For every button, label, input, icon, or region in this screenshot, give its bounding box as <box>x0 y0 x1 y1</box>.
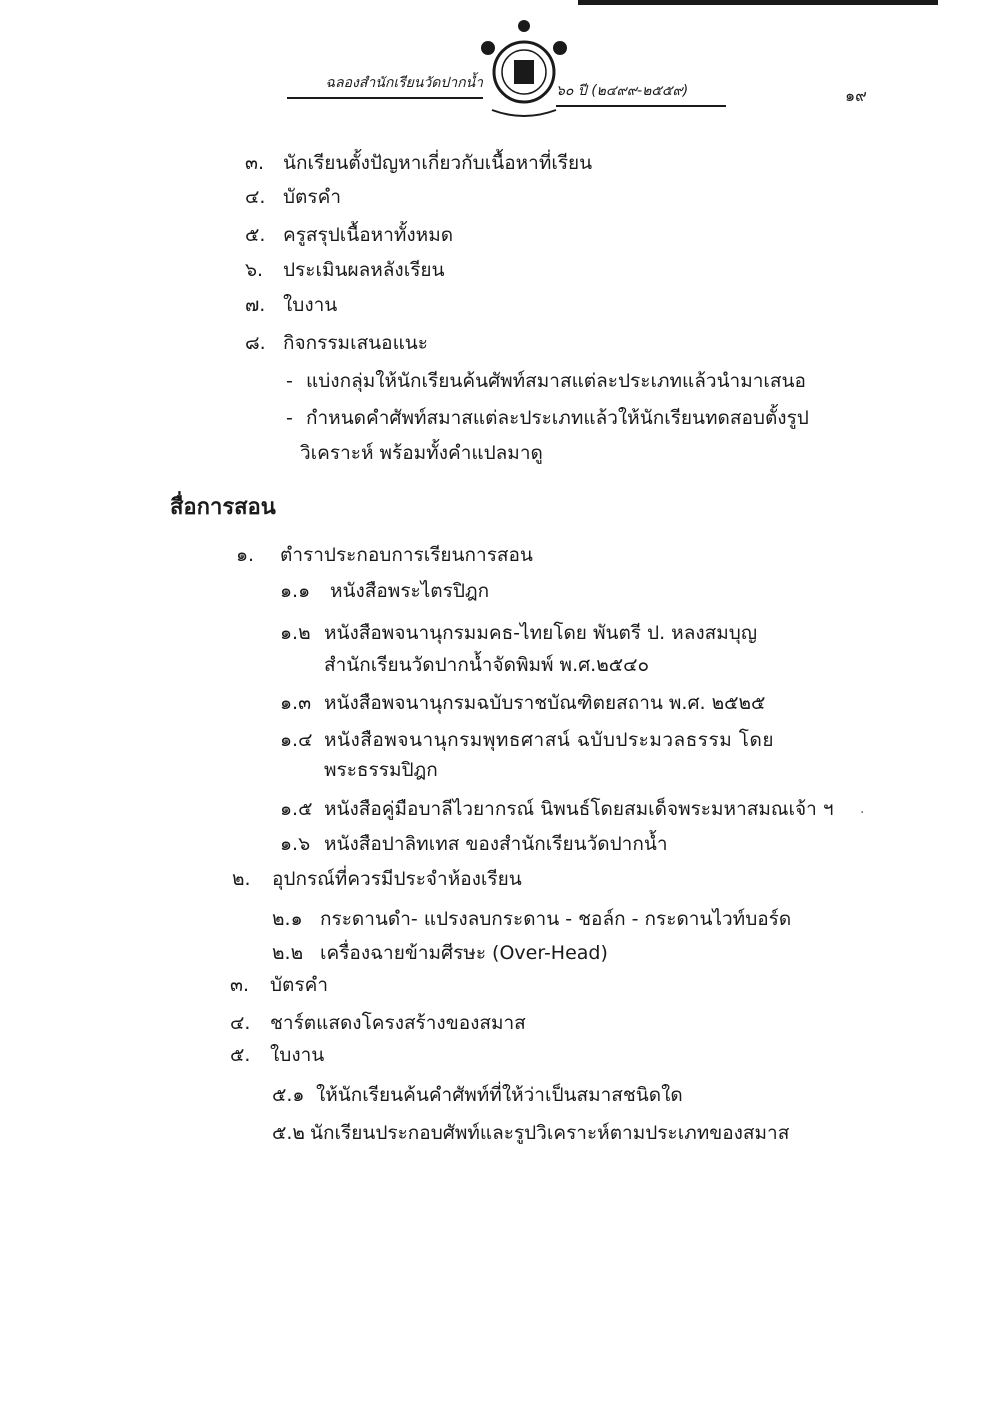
item-number: ๔. <box>245 186 266 208</box>
item-text: ตำราประกอบการเรียนการสอน <box>280 544 533 566</box>
item-number: ๒.๑ <box>272 908 303 930</box>
list-item <box>232 866 522 892</box>
list-item <box>272 940 608 966</box>
item-number: ๒.๒ <box>272 942 304 964</box>
item-text: กระดานดำ- แปรงลบกระดาน - ชอล์ก - กระดานไวท์บอร์ด <box>320 908 792 930</box>
item-text: ใบงาน <box>283 294 338 316</box>
item-number: ๑.๕ <box>280 798 313 820</box>
item-text: บัตรคำ <box>283 186 341 208</box>
list-item <box>230 1010 526 1036</box>
item-text: หนังสือพจนานุกรมพุทธศาสน์ ฉบับประมวลธรรม โดย <box>324 729 774 751</box>
bullet-dash: - <box>286 370 293 392</box>
item-text: หนังสือพระไตรปิฎก <box>330 580 490 602</box>
section-heading: สื่อการสอน <box>170 495 276 520</box>
list-item-continuation: สำนักเรียนวัดปากน้ำจัดพิมพ์ พ.ศ.๒๕๔๐ <box>324 654 650 676</box>
item-number: ๕.๑ <box>272 1084 305 1106</box>
item-text: ใบงาน <box>270 1044 325 1066</box>
item-text: หนังสือคู่มือบาลีไวยากรณ์ นิพนธ์โดยสมเด็จพระมหาสมณเจ้า ฯ <box>324 798 834 820</box>
suggestion-continuation: วิเคราะห์ พร้อมทั้งคำแปลมาดู <box>300 442 543 464</box>
item-text: หนังสือพจนานุกรมฉบับราชบัณฑิตยสถาน พ.ศ. ๒๕๒๕ <box>324 692 766 714</box>
scan-edge-bar <box>578 0 938 5</box>
item-text: กิจกรรมเสนอแนะ <box>283 332 429 354</box>
suggestion-item <box>286 405 809 431</box>
item-number: ๗. <box>245 294 266 316</box>
list-item <box>245 292 337 318</box>
item-text: อุปกรณ์ที่ควรมีประจำห้องเรียน <box>272 868 522 890</box>
list-item <box>280 620 757 646</box>
item-number: ๒. <box>232 868 251 890</box>
list-item <box>245 257 445 283</box>
bullet-dash: - <box>286 407 293 429</box>
item-text: หนังสือพจนานุกรมมคธ-ไทยโดย พันตรี ป. หลงสมบุญ <box>324 622 758 644</box>
list-item <box>245 330 428 356</box>
list-item <box>280 690 765 716</box>
list-item <box>245 222 453 248</box>
item-number: ๑.๒ <box>280 622 311 644</box>
list-item <box>245 150 592 176</box>
item-text: ให้นักเรียนค้นคำศัพท์ที่ให้ว่าเป็นสมาสชนิดใด <box>316 1084 683 1106</box>
item-text: นักเรียนประกอบศัพท์และรูปวิเคราะห์ตามประเภทของสมาส <box>310 1122 790 1144</box>
list-item <box>230 972 328 998</box>
list-item-continuation: พระธรรมปิฎก <box>324 759 438 781</box>
item-number: ๑.๓ <box>280 692 312 714</box>
header-left-text: ฉลองสำนักเรียนวัดปากน้ำ <box>287 72 483 99</box>
scan-speck: · <box>860 805 865 821</box>
list-item <box>236 542 533 568</box>
page-number: ๑๙ <box>845 86 867 105</box>
list-item <box>280 727 774 753</box>
item-number: ๕.๒ <box>272 1122 305 1144</box>
list-item <box>272 1082 683 1108</box>
item-text: หนังสือปาลิทเทส ของสำนักเรียนวัดปากน้ำ <box>324 833 668 855</box>
item-text: กำหนดคำศัพท์สมาสแต่ละประเภทแล้วให้นักเรียนทดสอบตั้งรูป <box>306 407 809 429</box>
item-number: ๔. <box>230 1012 251 1034</box>
item-text: ประเมินผลหลังเรียน <box>283 259 445 281</box>
list-item <box>280 831 668 857</box>
list-item <box>280 578 489 604</box>
item-number: ๖. <box>245 259 264 281</box>
item-number: ๑.๔ <box>280 729 313 751</box>
list-item <box>272 906 791 932</box>
list-item <box>245 184 341 210</box>
suggestion-item <box>286 368 806 394</box>
list-item <box>230 1042 324 1068</box>
item-number: ๕. <box>245 224 266 246</box>
item-number: ๓. <box>230 974 250 996</box>
item-text: เครื่องฉายข้ามศีรษะ (Over-Head) <box>320 942 608 964</box>
list-item <box>272 1120 789 1146</box>
item-text: ครูสรุปเนื้อหาทั้งหมด <box>283 224 454 246</box>
item-number: ๑.๑ <box>280 580 311 602</box>
item-text: นักเรียนตั้งปัญหาเกี่ยวกับเนื้อหาที่เรียน <box>283 152 593 174</box>
header-right-text: ๖๐ ปี (๒๔๙๙-๒๕๕๙) <box>556 80 726 107</box>
item-number: ๑. <box>236 544 255 566</box>
list-item <box>280 796 833 822</box>
item-text: บัตรคำ <box>270 974 328 996</box>
item-number: ๑.๖ <box>280 833 311 855</box>
item-text: ชาร์ตแสดงโครงสร้างของสมาส <box>270 1012 526 1034</box>
item-number: ๓. <box>245 152 265 174</box>
item-number: ๘. <box>245 332 266 354</box>
item-text: แบ่งกลุ่มให้นักเรียนค้นศัพท์สมาสแต่ละประเภทแล้วนำมาเสนอ <box>306 370 806 392</box>
item-number: ๕. <box>230 1044 251 1066</box>
